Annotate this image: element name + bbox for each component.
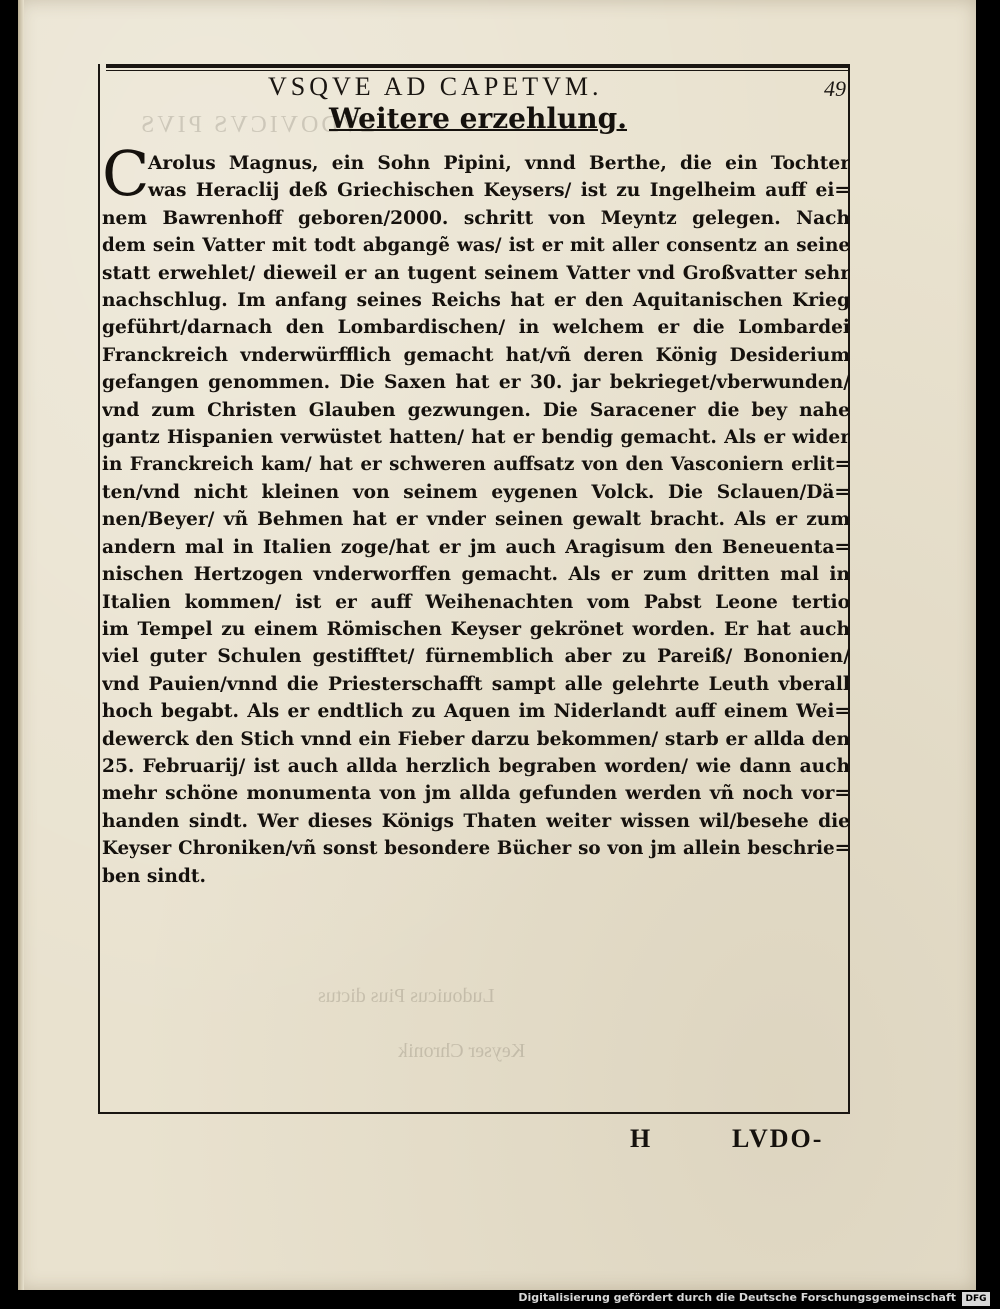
text-line: hoch begabt. Als er endtlich zu Aquen im Niderlandt auff einem Wei= (102, 701, 850, 723)
page-binding-edge (18, 0, 24, 1290)
text-line: Keyser Chroniken/vñ sonst besondere Bücher so von jm allein beschrie= (102, 838, 850, 860)
text-line: im Tempel zu einem Römischen Keyser gekrönet worden. Er hat auch (102, 618, 850, 640)
text-line: ten/vnd nicht kleinen von seinem eygenen Volck. Die Sclauen/Dä= (102, 481, 850, 503)
page-number: 49 (824, 76, 846, 101)
text-line: vnd zum Christen Glauben gezwungen. Die Saracener die bey nahe (102, 399, 850, 421)
text-line: nen/Beyer/ vñ Behmen hat er vnder seinen gewalt bracht. Als er zum (102, 509, 850, 531)
book-page (18, 0, 976, 1290)
running-head: VSQVE AD CAPETVM. (268, 72, 603, 101)
text-line: mehr schöne monumenta von jm allda gefunden werden vñ noch vor= (102, 783, 850, 805)
text-line: was Heraclij deß Griechischen Keysers/ ist zu Ingelheim auff ei= (148, 180, 850, 202)
section-heading: Weitere erzehlung. (329, 102, 627, 135)
text-line: geführt/darnach den Lombardischen/ in welchem er die Lombardei (102, 317, 850, 339)
drop-initial: C (102, 137, 150, 210)
text-line: gantz Hispanien verwüstet hatten/ hat er bendig gemacht. Als er wider (102, 427, 850, 449)
text-line: dem sein Vatter mit todt abgangẽ was/ ist er mit aller consentz an seine (102, 235, 850, 257)
text-line: in Franckreich kam/ hat er schweren auffsatz von den Vasconiern erlit= (102, 454, 850, 476)
catchword: LVDO- (732, 1124, 824, 1153)
text-line: ben sindt. (102, 865, 206, 887)
body-text (102, 150, 850, 890)
text-line: dewerck den Stich vnnd ein Fieber darzu bekommen/ starb er allda den (102, 728, 850, 750)
text-line: 25. Februarij/ ist auch allda herzlich begraben worden/ wie dann auch (102, 755, 850, 777)
frame-rule-top-thin (106, 70, 848, 71)
text-line: nem Bawrenhoff geboren/2000. schritt von Meyntz gelegen. Nach (102, 207, 850, 229)
text-line: handen sindt. Wer dieses Königs Thaten weiter wissen wil/besehe die (102, 810, 850, 832)
text-line: Franckreich vnderwürfflich gemacht hat/vñ deren König Desiderium (102, 344, 850, 366)
show-through-text-bottom-2: Keyser Chronik (398, 1040, 526, 1062)
text-line: gefangen genommen. Die Saxen hat er 30. jar bekrieget/vberwunden/ (102, 372, 850, 394)
text-line: nischen Hertzogen vnderworffen gemacht. Als er zum dritten mal in (102, 564, 850, 586)
frame-rule-left (98, 64, 100, 1114)
text-line: Italien kommen/ ist er auff Weihenachten vom Pabst Leone tertio (102, 591, 850, 613)
frame-rule-bottom (98, 1112, 850, 1114)
text-line: statt erwehlet/ dieweil er an tugent seinem Vatter vnd Großvatter sehr (102, 262, 850, 284)
text-line: nachschlug. Im anfang seines Reichs hat er den Aquitanischen Krieg (102, 290, 850, 312)
dfg-logo-icon: DFG (962, 1292, 990, 1306)
signature-mark: H (630, 1124, 651, 1153)
text-line: vnd Pauien/vnnd die Priesterschafft sampt alle gelehrte Leuth vberall (102, 673, 850, 695)
frame-rule-top (106, 64, 848, 68)
text-line: andern mal in Italien zoge/hat er jm auch Aragisum den Beneuenta= (102, 536, 850, 558)
funding-credit: Digitalisierung gefördert durch die Deutsche Forschungsgemeinschaft (518, 1291, 956, 1304)
show-through-text-top: LVDOVICVS PIVS (138, 112, 375, 138)
text-line: viel guter Schulen gestifftet/ fürnemblich aber zu Pareiß/ Bononien/ (102, 646, 850, 668)
text-line: Arolus Magnus, ein Sohn Pipini, vnnd Berthe, die ein Tochter (148, 153, 850, 174)
show-through-text-bottom-1: Ludouicus Pius dictus (318, 985, 495, 1007)
